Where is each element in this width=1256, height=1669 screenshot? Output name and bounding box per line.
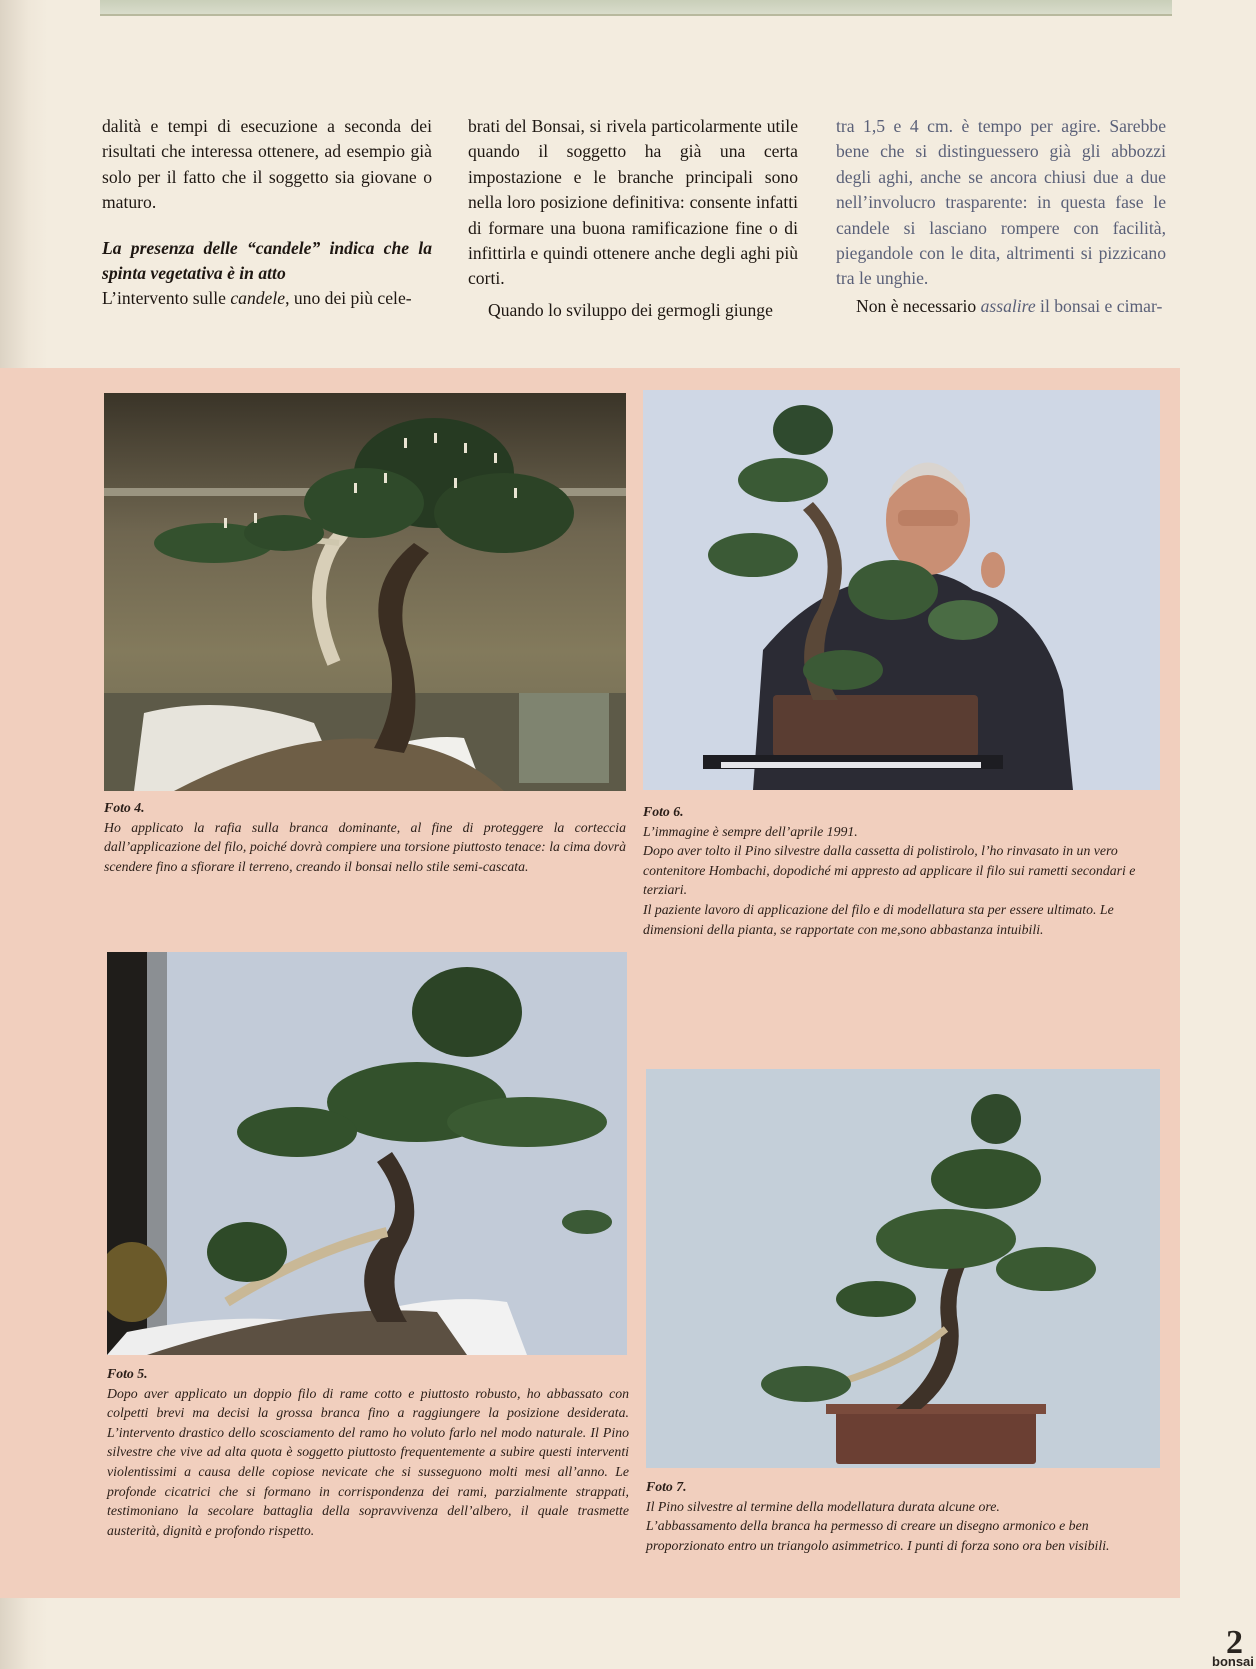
caption-foto-4	[104, 798, 626, 876]
caption-title: Foto 5.	[107, 1366, 148, 1381]
text: il bonsai e cimar-	[1035, 295, 1163, 316]
caption-line: L’immagine è sempre dell’aprile 1991.	[643, 823, 858, 839]
magazine-brand: bonsai	[1212, 1654, 1254, 1669]
text: Non è necessario	[856, 295, 981, 316]
column-1	[102, 114, 432, 312]
caption-line: L’abbassamento della branca ha permesso di creare un disegno armonico e ben proporzionato entro un triangolo asimmetrico. I punti di forza sono ora ben visibili.	[646, 1518, 1110, 1553]
section-subheading: La presenza delle “candele” indica che la spinta vegetativa è in atto	[102, 237, 432, 284]
caption-text: Ho applicato la rafia sulla branca dominante, al fine di proteggere la corteccia dall’applicazione del filo, poiché dovrà compiere una torsione piuttosto tenace: la cima dovrà scendere fino a sfiorare il terreno, creando il bonsai nello stile semi-cascata.	[104, 819, 626, 874]
article-columns	[102, 114, 1174, 354]
column-3	[836, 114, 1166, 319]
paragraph: Quando lo sviluppo dei germogli giunge	[488, 299, 773, 320]
emphasis: assalire	[980, 295, 1036, 316]
paragraph	[102, 286, 432, 311]
caption-line: Il Pino silvestre al termine della modellatura durata alcune ore.	[646, 1498, 1000, 1514]
paragraph: brati del Bonsai, si rivela particolarmente utile quando il soggetto ha già una certa impostazione e le branche principali sono nella loro posizione definitiva: consente infatti di formare una buona ramificazione fine o di infittirla e quindi ottenere anche degli aghi più corti.	[468, 116, 798, 289]
photo-5	[107, 952, 627, 1355]
caption-line: Dopo aver tolto il Pino silvestre dalla cassetta di polistirolo, l’ho rinvasato in un vero contenitore Hombachi, dopodiché mi appresto ad applicare il filo sui rametti secondari e terziari.	[643, 843, 1136, 898]
page-number: 2	[1226, 1624, 1242, 1661]
caption-line: Il paziente lavoro di applicazione del filo e di modellatura sta per essere ultimato. Le dimensioni della pianta, se rapportate con me,sono abbastanza intuibili.	[643, 901, 1114, 937]
caption-text: Dopo aver applicato un doppio filo di rame cotto e piuttosto robusto, ho abbassato con colpetti brevi ma decisi la grossa branca fino a raggiungere la posizione desiderata. L’intervento drastico dello scosciamento del ramo ho voluto farlo nel modo naturale. Il Pino silvestre che vive ad alta quota è soggetto piuttosto frequentemente a subire questi interventi violentissimi a causa delle copiose nevicate che si susseguono molti mesi all’anno. Le profonde cicatrici che si formano in corrispondenza dei rami, parzialmente strappati, testimoniano la secolare battaglia della sopravvivenza dell’albero, il quale trasmette austerità, dignità e profondo rispetto.	[107, 1385, 629, 1538]
top-photo-edge	[100, 0, 1172, 16]
caption-foto-6	[643, 802, 1163, 939]
paragraph: tra 1,5 e 4 cm. è tempo per agire. Sarebbe bene che si distinguessero già gli abbozzi degli aghi, anche se ancora chiusi due a due nell’involucro trasparente: in questa fase le candele si lasciano rompere con facilità, piegandole con le dita, altrimenti si pizzicano tra le unghie.	[836, 116, 1166, 289]
photo-7	[646, 1069, 1160, 1468]
text: L’intervento sulle	[102, 288, 231, 309]
text: , uno dei più cele-	[285, 288, 412, 309]
caption-title: Foto 6.	[643, 804, 684, 819]
photo-4	[104, 393, 626, 791]
column-2	[468, 114, 798, 323]
emphasis: candele	[230, 288, 286, 309]
photo-6	[643, 390, 1160, 790]
caption-title: Foto 4.	[104, 800, 145, 815]
caption-foto-7	[646, 1477, 1156, 1555]
paragraph: dalità e tempi di esecuzione a seconda dei risultati che interessa ottenere, ad esempio già solo per il fatto che il soggetto sia giovane o maturo.	[102, 116, 432, 213]
caption-foto-5	[107, 1364, 629, 1540]
caption-title: Foto 7.	[646, 1479, 687, 1494]
paragraph	[836, 294, 1166, 319]
